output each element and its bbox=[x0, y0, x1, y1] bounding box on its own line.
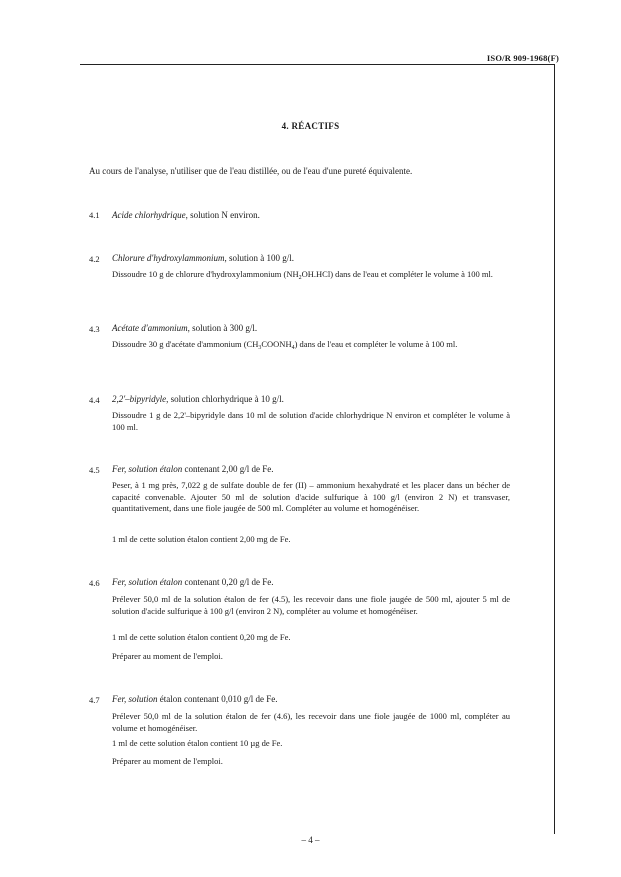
item-heading bbox=[112, 394, 284, 404]
reagent-name: 2,2'–bipyridyle bbox=[112, 394, 167, 404]
item-paragraph: Prélever 50,0 ml de la solution étalon de fer (4.5), les recevoir dans une fiole jaugée de 500 ml, ajouter 5 ml de solution d'acide sulfurique à 100 g/l (environ 2 N), compléter au volume et homogénéiser. bbox=[112, 594, 510, 616]
item-number: 4.2 bbox=[89, 254, 100, 264]
item-paragraph: Prélever 50,0 ml de la solution étalon de fer (4.6), les recevoir dans une fiole jaugée de 1000 ml, compléter au volume et homogénéiser. bbox=[112, 711, 510, 733]
item-paragraph: Dissoudre 10 g de chlorure d'hydroxylammonium $(NH_2OH.HCl)$ dans de l'eau et compléter le volume à 100 ml. bbox=[112, 269, 493, 281]
reagent-name: Chlorure d'hydroxylammonium bbox=[112, 253, 225, 263]
item-paragraph: 1 ml de cette solution étalon contient 2,00 mg de Fe. bbox=[112, 534, 291, 544]
item-heading bbox=[112, 577, 273, 587]
item-number: 4.4 bbox=[89, 395, 100, 405]
reagent-spec: , solution à 300 g/l. bbox=[187, 323, 258, 333]
document-reference: ISO/R 909-1968(F) bbox=[486, 53, 559, 63]
reagent-name: Fer, solution étalon bbox=[112, 577, 183, 587]
item-paragraph: Peser, à 1 mg près, 7,022 g de sulfate double de fer (II) – ammonium hexahydraté et les placer dans un bécher de capacité convenable. Ajouter 50 ml de solution d'acide sulfurique à 100 g/l (environ 2 N) et transvaser, quantitativement, dans une fiole jaugée de 500 ml. Compléter au volume et homogénéiser. bbox=[112, 480, 510, 513]
item-heading bbox=[112, 210, 260, 220]
page-number: – 4 – bbox=[301, 835, 320, 845]
item-paragraph: Préparer au moment de l'emploi. bbox=[112, 756, 223, 766]
reagent-spec: , solution à 100 g/l. bbox=[224, 253, 294, 263]
item-heading bbox=[112, 253, 294, 263]
frame-top-rule bbox=[80, 64, 555, 65]
item-paragraph: Dissoudre 30 g d'acétate d'ammonium $(CH_3COONH_4)$ dans de l'eau et compléter le volume à 100 ml. bbox=[112, 339, 458, 351]
item-number: 4.5 bbox=[89, 465, 100, 475]
item-paragraph: Dissoudre 1 g de 2,2'–bipyridyle dans 10 ml de solution d'acide chlorhydrique N environ et compléter le volume à 100 ml. bbox=[112, 410, 510, 432]
item-number: 4.6 bbox=[89, 578, 100, 588]
reagent-spec: , solution N environ. bbox=[185, 210, 260, 220]
reagent-name: Fer, solution bbox=[112, 694, 158, 704]
reagent-spec: étalon contenant 0,010 g/l de Fe. bbox=[157, 694, 278, 704]
reagent-spec: , solution chlorhydrique à 10 g/l. bbox=[166, 394, 284, 404]
item-heading bbox=[112, 323, 257, 333]
reagent-name: Acétate d'ammonium bbox=[112, 323, 188, 333]
item-heading bbox=[112, 464, 273, 474]
frame-right-rule bbox=[554, 64, 555, 834]
item-number: 4.1 bbox=[89, 210, 100, 220]
reagent-spec: contenant 2,00 g/l de Fe. bbox=[182, 464, 274, 474]
section-title: 4. RÉACTIFS bbox=[281, 121, 340, 131]
reagent-spec: contenant 0,20 g/l de Fe. bbox=[182, 577, 274, 587]
item-paragraph: 1 ml de cette solution étalon contient 10 µg de Fe. bbox=[112, 738, 283, 748]
item-paragraph: 1 ml de cette solution étalon contient 0,20 mg de Fe. bbox=[112, 632, 291, 642]
intro-text: Au cours de l'analyse, n'utiliser que de l'eau distillée, ou de l'eau d'une pureté équivalente. bbox=[89, 166, 413, 176]
item-number: 4.3 bbox=[89, 324, 100, 334]
reagent-name: Fer, solution étalon bbox=[112, 464, 183, 474]
item-number: 4.7 bbox=[89, 695, 100, 705]
item-heading bbox=[112, 694, 278, 704]
item-paragraph: Préparer au moment de l'emploi. bbox=[112, 651, 223, 661]
reagent-name: Acide chlorhydrique bbox=[112, 210, 186, 220]
